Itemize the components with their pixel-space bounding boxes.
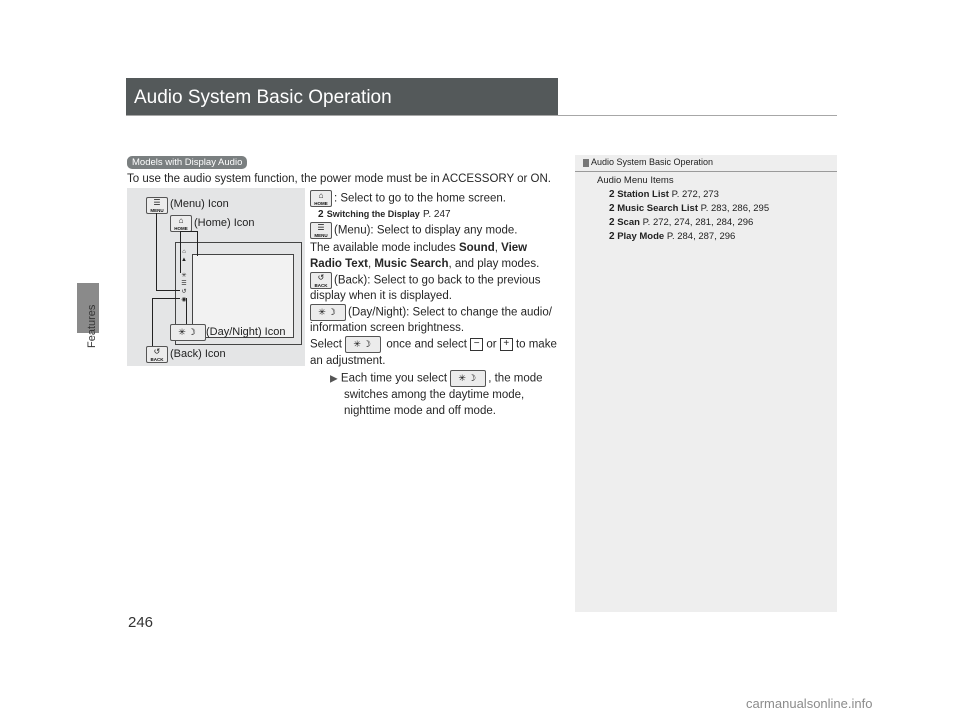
note-divider: [575, 171, 837, 172]
each-time-line3: nighttime mode and off mode.: [344, 405, 496, 417]
home-xref[interactable]: 2 Switching the Display P. 247: [318, 209, 451, 220]
daynight-icon-inline-2: ✳☽: [345, 336, 381, 353]
chapter-label: Features: [86, 304, 98, 348]
menu-leader-line-h: [156, 290, 180, 291]
home-icon-label: (Home) Icon: [194, 217, 255, 229]
back-icon: ↺ BACK: [146, 346, 168, 363]
home-item: ⌂ HOME : Select to go to the home screen.: [310, 190, 506, 207]
each-time-line2: switches among the daytime mode,: [344, 389, 525, 401]
note-row[interactable]: 2 Play Mode P. 284, 287, 296: [609, 231, 736, 242]
back-item-line2: display when it is displayed.: [310, 290, 452, 302]
home-leader-line-v: [197, 231, 198, 256]
daynight-icon-inline-3: ✳☽: [450, 370, 486, 387]
select-instruction-line2: an adjustment.: [310, 355, 386, 367]
triangle-bullet-icon: ▶: [330, 373, 338, 385]
screen-side-buttons: ⌂ ▲ ✳ ☰ ↺ ◉: [181, 249, 187, 303]
page-number: 246: [128, 614, 154, 631]
home-icon-inline: ⌂ HOME: [310, 190, 332, 207]
daynight-icon-inline: ✳☽: [310, 304, 346, 321]
back-item: ↺ BACK (Back): Select to go back to the previous: [310, 272, 540, 289]
plus-button-icon: +: [500, 338, 513, 351]
menu-modes-line1: The available mode includes Sound, View: [310, 242, 528, 254]
back-icon-inline: ↺ BACK: [310, 272, 332, 289]
each-time-note: ▶ Each time you select ✳☽ , the mode: [330, 370, 543, 388]
daynight-item-line2: information screen brightness.: [310, 322, 465, 334]
note-row[interactable]: 2 Music Search List P. 283, 286, 295: [609, 203, 770, 214]
note-heading: Audio System Basic Operation: [583, 157, 713, 167]
section-title-bar: [126, 78, 558, 116]
menu-modes-line2: Radio Text, Music Search, and play modes.: [310, 258, 540, 270]
menu-icon: ☰ MENU: [146, 197, 168, 214]
note-row[interactable]: 2 Scan P. 272, 274, 281, 284, 296: [609, 217, 754, 228]
model-badge: Models with Display Audio: [127, 156, 247, 169]
home-icon: ⌂ HOME: [170, 215, 192, 232]
menu-item: ☰ MENU (Menu): Select to display any mode.: [310, 222, 517, 239]
back-leader-line-h: [152, 298, 180, 299]
daynight-item: ✳☽ (Day/Night): Select to change the audio/: [310, 304, 552, 321]
note-subheading: Audio Menu Items: [597, 175, 674, 186]
menu-leader-line: [156, 213, 157, 290]
note-marker-icon: [583, 159, 589, 167]
daynight-icon: ✳☽: [170, 324, 206, 341]
home-leader-line-h: [180, 231, 198, 232]
menu-icon-inline: ☰ MENU: [310, 222, 332, 239]
menu-icon-label: (Menu) Icon: [170, 198, 229, 210]
watermark: carmanualsonline.info: [746, 696, 873, 711]
daynight-icon-label: (Day/Night) Icon: [206, 326, 286, 338]
title-divider: [126, 115, 837, 116]
intro-text: To use the audio system function, the power mode must be in ACCESSORY or ON.: [127, 173, 552, 185]
page-title: Audio System Basic Operation: [134, 87, 392, 108]
note-row[interactable]: 2 Station List P. 272, 273: [609, 189, 719, 200]
back-icon-label: (Back) Icon: [170, 348, 226, 360]
minus-button-icon: −: [470, 338, 483, 351]
back-leader-line: [152, 298, 153, 346]
select-instruction: Select ✳☽ once and select − or + to make: [310, 336, 557, 353]
